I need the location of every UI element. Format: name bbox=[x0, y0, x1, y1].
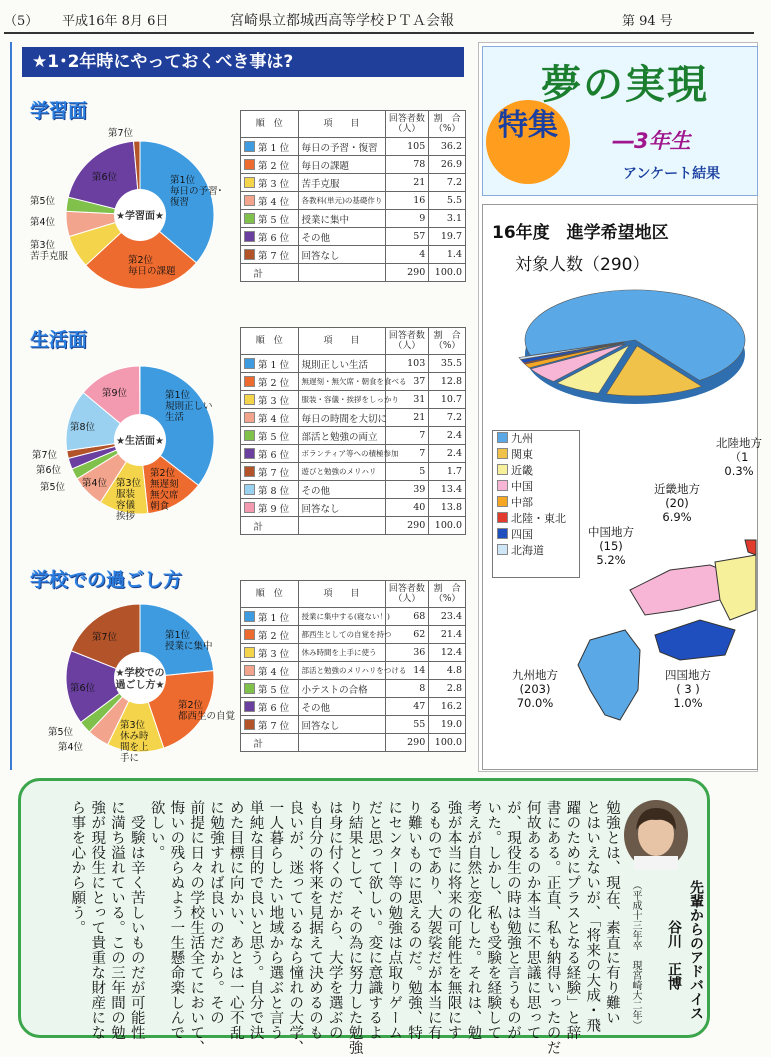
rank-cell: 第 2 位 bbox=[241, 626, 299, 644]
pie-label-r3: 第3位 苦手克服 bbox=[30, 240, 69, 262]
legend-swatch bbox=[244, 466, 255, 477]
item-cell: 回答なし bbox=[298, 246, 385, 264]
ratio-cell: 2.4 bbox=[429, 427, 466, 445]
count-cell: 7 bbox=[385, 427, 429, 445]
rank-cell: 第 5 位 bbox=[241, 210, 299, 228]
map-label-4 bbox=[665, 668, 711, 710]
chart-title: 16年度 進学希望地区 bbox=[492, 223, 669, 243]
advice-column: 悔いの残らぬよう一生懸命楽しんで bbox=[168, 800, 185, 1040]
total-ratio: 100.0 bbox=[429, 734, 466, 752]
legend-swatch bbox=[244, 611, 255, 622]
rank-cell: 第 7 位 bbox=[241, 463, 299, 481]
legend-swatch bbox=[244, 683, 255, 694]
ratio-cell: 19.7 bbox=[429, 228, 466, 246]
total-count: 290 bbox=[385, 734, 429, 752]
pie-label-r1: 第1位 規則正しい 生活 bbox=[165, 390, 213, 423]
map-shikoku bbox=[655, 620, 735, 660]
region-pie-chart bbox=[485, 280, 755, 425]
total-count: 290 bbox=[385, 517, 429, 535]
page-number: （5） bbox=[4, 14, 39, 29]
pie-label-r6: 第6位 bbox=[92, 172, 118, 183]
ratio-cell: 21.4 bbox=[429, 626, 466, 644]
table-row bbox=[241, 445, 466, 463]
feature-special-badge bbox=[486, 100, 570, 184]
count-cell: 40 bbox=[385, 499, 429, 517]
table-row bbox=[241, 644, 466, 662]
rank-cell: 第 4 位 bbox=[241, 409, 299, 427]
item-cell: 休み時間を上手に使う bbox=[298, 644, 385, 662]
count-cell: 14 bbox=[385, 662, 429, 680]
rank-cell: 第 4 位 bbox=[241, 662, 299, 680]
map-label-line: 70.0% bbox=[516, 696, 554, 710]
advice-column: 書にある。正直、私も納得いったのだ bbox=[544, 800, 561, 1055]
item-cell: 小テストの合格 bbox=[298, 680, 385, 698]
item-cell: 回答なし bbox=[298, 499, 385, 517]
legend-label: 近畿 bbox=[511, 464, 533, 477]
ratio-cell: 3.1 bbox=[429, 210, 466, 228]
total-row bbox=[241, 517, 466, 535]
issue-number: 第 94 号 bbox=[622, 14, 673, 29]
section-title-life: 生活面 bbox=[30, 329, 88, 351]
rank-cell: 第 6 位 bbox=[241, 698, 299, 716]
chart-subtitle: 対象人数（290） bbox=[515, 255, 650, 275]
feature-dream-title: 夢の実現 bbox=[541, 61, 709, 108]
map-label-line: 北陸地方 bbox=[716, 436, 762, 450]
advice-author-name: 谷川 正博 bbox=[666, 920, 682, 990]
rank-cell: 第 3 位 bbox=[241, 174, 299, 192]
total-blank bbox=[298, 734, 385, 752]
advice-column: に勉強すれば良いのだから。その bbox=[208, 800, 224, 1025]
map-label-line: 四国地方 bbox=[665, 668, 711, 682]
ratio-cell: 2.4 bbox=[429, 445, 466, 463]
count-cell: 68 bbox=[385, 608, 429, 626]
total-label: 計 bbox=[241, 517, 299, 535]
table-row bbox=[241, 373, 466, 391]
pie-label-r2: 第2位 毎日の課題 bbox=[128, 255, 176, 277]
total-ratio: 100.0 bbox=[429, 517, 466, 535]
legend-swatch bbox=[244, 412, 255, 423]
th-rank: 順 位 bbox=[241, 328, 299, 355]
pie-label-r6: 第6位 bbox=[70, 683, 96, 694]
legend-label: 中部 bbox=[511, 496, 533, 509]
senior-photo bbox=[624, 800, 688, 870]
legend-swatch bbox=[244, 213, 255, 224]
ratio-cell: 12.4 bbox=[429, 644, 466, 662]
legend-swatch bbox=[244, 249, 255, 260]
advice-author-meta: （平成十三年卒 現宮崎大二年） bbox=[630, 880, 641, 1030]
count-cell: 21 bbox=[385, 174, 429, 192]
count-cell: 31 bbox=[385, 391, 429, 409]
rank-cell: 第 2 位 bbox=[241, 156, 299, 174]
legend-item bbox=[493, 495, 579, 511]
table-row bbox=[241, 698, 466, 716]
total-label: 計 bbox=[241, 734, 299, 752]
ratio-cell: 5.5 bbox=[429, 192, 466, 210]
table-row bbox=[241, 626, 466, 644]
th-rank: 順 位 bbox=[241, 581, 299, 608]
advice-column: だと思って欲しい。変に意識するよ bbox=[366, 800, 383, 1040]
legend-swatch bbox=[497, 496, 508, 507]
rank-cell: 第 1 位 bbox=[241, 138, 299, 156]
th-ratio: 割 合 （%） bbox=[429, 581, 466, 608]
advice-column: 受験は辛く苦しいものだが可能性 bbox=[128, 800, 145, 1040]
advice-column: 一人暮らしたい地域から選ぶと言う bbox=[267, 800, 284, 1040]
map-label-line: (20) bbox=[665, 496, 689, 510]
table-row bbox=[241, 156, 466, 174]
ratio-cell: 36.2 bbox=[429, 138, 466, 156]
advice-column: 単純な目的で良いと思う。自分で決 bbox=[247, 800, 264, 1040]
item-cell: 毎日の課題 bbox=[298, 156, 385, 174]
ratio-cell: 2.8 bbox=[429, 680, 466, 698]
rank-cell: 第 6 位 bbox=[241, 228, 299, 246]
pie-label-r2: 第2位 都西生の自覚 bbox=[178, 700, 236, 722]
count-cell: 39 bbox=[385, 481, 429, 499]
th-item: 項 目 bbox=[298, 328, 385, 355]
legend-swatch bbox=[497, 512, 508, 523]
item-cell: 遊びと勉強のメリハリ bbox=[298, 463, 385, 481]
ratio-cell: 7.2 bbox=[429, 409, 466, 427]
total-blank bbox=[298, 517, 385, 535]
item-cell: その他 bbox=[298, 698, 385, 716]
count-cell: 78 bbox=[385, 156, 429, 174]
advice-column: も自分の将来を見据えて決めるのも bbox=[307, 800, 323, 1040]
legend-swatch bbox=[244, 719, 255, 730]
legend-label: 北海道 bbox=[511, 544, 544, 557]
advice-column: が、現役生の時は勉強と言うものが bbox=[505, 800, 521, 1040]
legend-item bbox=[493, 447, 579, 463]
rank-cell: 第 6 位 bbox=[241, 445, 299, 463]
pie-label-r3: 第3位 休み時 間を上 手に bbox=[120, 720, 149, 764]
legend-swatch bbox=[497, 528, 508, 539]
th-item: 項 目 bbox=[298, 111, 385, 138]
rank-cell: 第 9 位 bbox=[241, 499, 299, 517]
table-row bbox=[241, 427, 466, 445]
feature-survey-label: アンケート結果 bbox=[623, 166, 721, 182]
table-row bbox=[241, 409, 466, 427]
total-ratio: 100.0 bbox=[429, 264, 466, 282]
legend-swatch bbox=[244, 358, 255, 369]
pie-center-label: ★生活面★ bbox=[116, 436, 164, 447]
item-cell: ボランティア等への積極参加 bbox=[298, 445, 385, 463]
pie-label-r4: 第4位 bbox=[58, 742, 84, 753]
paper-title: 宮崎県立都城西高等学校ＰＴＡ会報 bbox=[230, 13, 454, 29]
advice-column: は身に付くのだから、大学を選ぶの bbox=[326, 800, 343, 1040]
table-row bbox=[241, 608, 466, 626]
ratio-cell: 16.2 bbox=[429, 698, 466, 716]
advice-column: 良いが、迷っているなら憧れの大学、 bbox=[287, 800, 304, 1055]
count-cell: 47 bbox=[385, 698, 429, 716]
item-cell: 都西生としての自覚を持つ bbox=[298, 626, 385, 644]
count-cell: 5 bbox=[385, 463, 429, 481]
ratio-cell: 1.7 bbox=[429, 463, 466, 481]
legend-item bbox=[493, 479, 579, 495]
table-row bbox=[241, 680, 466, 698]
count-cell: 4 bbox=[385, 246, 429, 264]
section-title-school: 学校での過ごし方 bbox=[30, 569, 183, 591]
advice-column: るものであり、大袈裟だが本当に有 bbox=[425, 800, 442, 1040]
total-row bbox=[241, 264, 466, 282]
map-label-1 bbox=[654, 482, 700, 524]
total-label: 計 bbox=[241, 264, 299, 282]
map-label-line: 中国地方 bbox=[588, 525, 634, 539]
pie-label-r3: 第3位 服装 容儀 挨拶 bbox=[116, 478, 142, 522]
advice-column: 躍のためにプラスとなる経験」と辞 bbox=[564, 800, 581, 1040]
advice-column: り難いものに思えるのだ。勉強、特 bbox=[406, 800, 422, 1040]
pie-label-r2: 第2位 無遅刻 無欠席 朝食 bbox=[150, 468, 179, 512]
legend-swatch bbox=[244, 430, 255, 441]
rank-cell: 第 8 位 bbox=[241, 481, 299, 499]
legend-swatch bbox=[244, 448, 255, 459]
table-row bbox=[241, 662, 466, 680]
legend-swatch bbox=[244, 159, 255, 170]
rank-cell: 第 7 位 bbox=[241, 716, 299, 734]
legend-swatch bbox=[244, 629, 255, 640]
legend-swatch bbox=[497, 544, 508, 555]
ratio-cell: 1.4 bbox=[429, 246, 466, 264]
person-photo-icon bbox=[624, 800, 688, 870]
total-count: 290 bbox=[385, 264, 429, 282]
rank-cell: 第 4 位 bbox=[241, 192, 299, 210]
count-cell: 16 bbox=[385, 192, 429, 210]
count-cell: 37 bbox=[385, 373, 429, 391]
ratio-cell: 35.5 bbox=[429, 355, 466, 373]
legend-swatch bbox=[244, 647, 255, 658]
advice-column: ら事を心から願う。 bbox=[69, 800, 86, 935]
map-kyushu bbox=[578, 630, 640, 720]
rank-cell: 第 5 位 bbox=[241, 427, 299, 445]
legend-swatch bbox=[244, 701, 255, 712]
ratio-cell: 13.4 bbox=[429, 481, 466, 499]
table-life bbox=[240, 327, 466, 535]
item-cell: 回答なし bbox=[298, 716, 385, 734]
count-cell: 36 bbox=[385, 644, 429, 662]
map-hokuriku bbox=[745, 540, 756, 555]
legend-swatch bbox=[244, 231, 255, 242]
item-cell: 各教科(単元)の基礎作り bbox=[298, 192, 385, 210]
rank-cell: 第 2 位 bbox=[241, 373, 299, 391]
total-blank bbox=[298, 264, 385, 282]
count-cell: 7 bbox=[385, 445, 429, 463]
count-cell: 103 bbox=[385, 355, 429, 373]
advice-title: 先輩からのアドバイス bbox=[688, 880, 704, 1020]
legend-item bbox=[493, 463, 579, 479]
pie-label-r4: 第4位 bbox=[82, 478, 108, 489]
advice-column: にセンター等の勉強は点取りゲーム bbox=[386, 800, 403, 1040]
item-cell: 部活と勉強の両立 bbox=[298, 427, 385, 445]
map-label-line: (203) bbox=[519, 682, 551, 696]
count-cell: 8 bbox=[385, 680, 429, 698]
pie-label-r7: 第7位 bbox=[32, 450, 58, 461]
advice-column: 強が本当に将来の可能性を無限にす bbox=[445, 800, 462, 1040]
pie-label-r7: 第7位 bbox=[92, 632, 118, 643]
rank-cell: 第 1 位 bbox=[241, 355, 299, 373]
table-row bbox=[241, 499, 466, 517]
legend-label: 四国 bbox=[511, 528, 533, 541]
th-rank: 順 位 bbox=[241, 111, 299, 138]
legend-label: 九州 bbox=[511, 432, 533, 445]
ratio-cell: 26.9 bbox=[429, 156, 466, 174]
table-row bbox=[241, 138, 466, 156]
advice-column: とはいえないが、「将来の大成・飛 bbox=[584, 800, 601, 1033]
advice-column: 勉強とは、現在、素直に有り難い bbox=[604, 800, 620, 1025]
advice-column: り結果として、その為に努力した勉強 bbox=[346, 800, 363, 1055]
item-cell: 毎日の時間を大切に bbox=[298, 409, 385, 427]
japan-map bbox=[560, 540, 756, 770]
pie-label-r8: 第8位 bbox=[70, 422, 96, 433]
table-row bbox=[241, 210, 466, 228]
item-cell: 無遅刻・無欠席・朝食を食べる bbox=[298, 373, 385, 391]
legend-swatch bbox=[244, 665, 255, 676]
map-kinki bbox=[715, 555, 756, 620]
advice-column: いた。しかし、私も受験を経験して bbox=[485, 800, 502, 1040]
legend-swatch bbox=[497, 480, 508, 491]
ratio-cell: 7.2 bbox=[429, 174, 466, 192]
table-row bbox=[241, 355, 466, 373]
pie-label-r6: 第6位 bbox=[36, 465, 62, 476]
table-row bbox=[241, 716, 466, 734]
legend-item bbox=[493, 431, 579, 447]
item-cell: 規則正しい生活 bbox=[298, 355, 385, 373]
legend-swatch bbox=[244, 177, 255, 188]
issue-date: 平成16年 8月 6日 bbox=[62, 14, 169, 29]
advice-column: 前提に日々の学校生活全てにおいて、 bbox=[188, 800, 205, 1055]
item-cell: 毎日の予習・復習 bbox=[298, 138, 385, 156]
pie-label-r1: 第1位 授業に集中 bbox=[165, 630, 213, 652]
count-cell: 105 bbox=[385, 138, 429, 156]
advice-column: 何故あるのか本当に不思議に思って bbox=[524, 800, 541, 1040]
pie-label-r5: 第5位 bbox=[48, 727, 74, 738]
table-row bbox=[241, 246, 466, 264]
pie-center-label: ★学習面★ bbox=[116, 211, 164, 222]
ratio-cell: 12.8 bbox=[429, 373, 466, 391]
count-cell: 21 bbox=[385, 409, 429, 427]
map-label-line: (15) bbox=[599, 539, 623, 553]
map-label-2 bbox=[588, 525, 634, 567]
pie-label-r1: 第1位 毎日の予習･ 復習 bbox=[170, 175, 223, 208]
map-label-line: 5.2% bbox=[596, 553, 626, 567]
table-row bbox=[241, 192, 466, 210]
pie-label-r4: 第4位 bbox=[30, 217, 56, 228]
pie-center-label: ★学校での過ごし方★ bbox=[115, 668, 165, 691]
rank-cell: 第 1 位 bbox=[241, 608, 299, 626]
map-label-line: 近畿地方 bbox=[654, 482, 700, 496]
advice-column: 強が現役生にとって貴重な財産にな bbox=[89, 800, 106, 1040]
section-title-study: 学習面 bbox=[30, 100, 88, 122]
ratio-cell: 19.0 bbox=[429, 716, 466, 734]
section-banner: ★1･2年時にやっておくべき事は? bbox=[22, 47, 464, 77]
count-cell: 55 bbox=[385, 716, 429, 734]
map-label-3 bbox=[512, 668, 558, 710]
table-row bbox=[241, 174, 466, 192]
th-item: 項 目 bbox=[298, 581, 385, 608]
legend-swatch bbox=[244, 141, 255, 152]
pie-label-r5: 第5位 bbox=[40, 482, 66, 493]
pie-label-r9: 第9位 bbox=[102, 388, 128, 399]
th-ratio: 割 合 （%） bbox=[429, 328, 466, 355]
count-cell: 57 bbox=[385, 228, 429, 246]
total-row bbox=[241, 734, 466, 752]
advice-column: めた目標に向かい、あとは一心不乱 bbox=[227, 800, 244, 1040]
map-label-line: （1 bbox=[729, 450, 749, 464]
legend-swatch bbox=[244, 484, 255, 495]
map-label-line: 6.9% bbox=[662, 510, 692, 524]
item-cell: 服装・容儀・挨拶をしっかり bbox=[298, 391, 385, 409]
feature-special-text: 特集 bbox=[498, 108, 558, 143]
advice-column: に満ち溢れている。この三年間の勉 bbox=[109, 800, 125, 1040]
pie-label-r5: 第5位 bbox=[30, 196, 56, 207]
ratio-cell: 4.8 bbox=[429, 662, 466, 680]
map-label-line: 0.3% bbox=[724, 464, 754, 478]
table-school bbox=[240, 580, 466, 752]
table-study bbox=[240, 110, 466, 282]
table-row bbox=[241, 228, 466, 246]
th-count: 回答者数 （人） bbox=[385, 581, 429, 608]
th-ratio: 割 合 （%） bbox=[429, 111, 466, 138]
header-rule bbox=[4, 32, 754, 34]
legend-item bbox=[493, 511, 579, 527]
rank-cell: 第 3 位 bbox=[241, 391, 299, 409]
legend-label: 関東 bbox=[511, 448, 533, 461]
table-row bbox=[241, 481, 466, 499]
pie-label-r7: 第7位 bbox=[108, 128, 134, 139]
rank-cell: 第 5 位 bbox=[241, 680, 299, 698]
advice-column: 考えが自然と変化した。それは、勉 bbox=[465, 800, 482, 1040]
item-cell: 授業に集中 bbox=[298, 210, 385, 228]
legend-label: 中国 bbox=[511, 480, 533, 493]
item-cell: 授業に集中する(寝ない！) bbox=[298, 608, 385, 626]
legend-swatch bbox=[244, 376, 255, 387]
advice-column: 欲しい。 bbox=[148, 800, 165, 860]
legend-label: 北陸・東北 bbox=[511, 512, 566, 525]
map-label-line: ( 3 ) bbox=[676, 682, 700, 696]
item-cell: その他 bbox=[298, 481, 385, 499]
count-cell: 62 bbox=[385, 626, 429, 644]
table-row bbox=[241, 463, 466, 481]
map-label-0 bbox=[716, 436, 762, 478]
feature-subtitle: ―3年生 bbox=[613, 129, 691, 153]
table-row bbox=[241, 391, 466, 409]
th-count: 回答者数 （人） bbox=[385, 111, 429, 138]
item-cell: 部活と勉強のメリハリをつける bbox=[298, 662, 385, 680]
ratio-cell: 10.7 bbox=[429, 391, 466, 409]
map-label-line: 九州地方 bbox=[512, 668, 558, 682]
rank-cell: 第 7 位 bbox=[241, 246, 299, 264]
legend-swatch bbox=[497, 464, 508, 475]
ratio-cell: 13.8 bbox=[429, 499, 466, 517]
ratio-cell: 23.4 bbox=[429, 608, 466, 626]
th-count: 回答者数 （人） bbox=[385, 328, 429, 355]
count-cell: 9 bbox=[385, 210, 429, 228]
legend-swatch bbox=[497, 448, 508, 459]
legend-swatch bbox=[244, 502, 255, 513]
map-label-line: 1.0% bbox=[673, 696, 703, 710]
legend-swatch bbox=[244, 394, 255, 405]
item-cell: 苦手克服 bbox=[298, 174, 385, 192]
legend-swatch bbox=[244, 195, 255, 206]
rank-cell: 第 3 位 bbox=[241, 644, 299, 662]
page-header bbox=[0, 0, 771, 34]
legend-swatch bbox=[497, 432, 508, 443]
item-cell: その他 bbox=[298, 228, 385, 246]
